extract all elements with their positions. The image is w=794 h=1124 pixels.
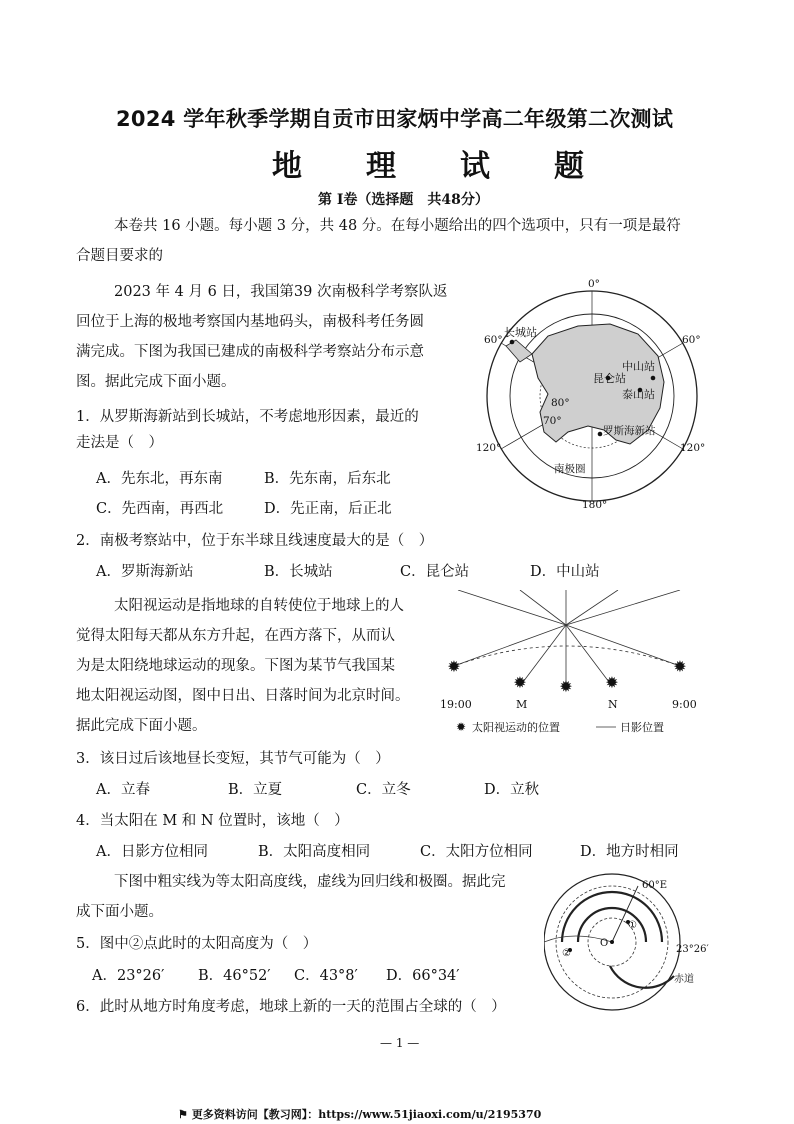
question-1-stem-cont: 走法是（ ） bbox=[76, 435, 163, 451]
lon-120w-label: 120° bbox=[476, 442, 502, 454]
label-tropic: 23°26′ bbox=[676, 944, 709, 955]
passage3-line-2: 成下面小题。 bbox=[76, 904, 163, 920]
instructions-line-2: 合题目要求的 bbox=[76, 248, 163, 264]
question-1-stem: 1．从罗斯海新站到长城站，不考虑地形因素，最近的 bbox=[76, 409, 419, 425]
station-kunlun: 昆仑站 bbox=[593, 372, 626, 385]
svg-text:✹: ✹ bbox=[513, 673, 527, 692]
lon-60e-label: 60° bbox=[682, 334, 701, 346]
sun-point-m: M bbox=[516, 698, 528, 711]
label-point-2: ② bbox=[562, 948, 571, 959]
q4-option-a[interactable]: A．日影方位相同 bbox=[96, 844, 208, 860]
q2-option-b[interactable]: B．长城站 bbox=[264, 564, 333, 580]
passage2-line-2: 觉得太阳每天都从东方升起，在西方落下，从而认 bbox=[76, 628, 395, 644]
lon-60w-label: 60° bbox=[484, 334, 503, 346]
passage3-line-1: 下图中粗实线为等太阳高度线，虚线为回归线和极圈。据此完 bbox=[114, 874, 506, 890]
svg-text:✹: ✹ bbox=[673, 657, 687, 676]
q1-option-d[interactable]: D．先正南，后正北 bbox=[264, 501, 392, 517]
q4-option-c[interactable]: C．太阳方位相同 bbox=[420, 844, 533, 860]
q1-option-a[interactable]: A．先东北，再东南 bbox=[96, 471, 223, 487]
footer-bar bbox=[178, 1106, 541, 1122]
passage2-line-5: 据此完成下面小题。 bbox=[76, 718, 207, 734]
label-60e: 60°E bbox=[642, 880, 668, 891]
label-pole-o: O bbox=[600, 938, 609, 949]
station-changcheng: 长城站 bbox=[504, 326, 537, 339]
instructions-line-1: 本卷共 16 小题。每小题 3 分，共 48 分。在每小题给出的四个选项中，只有一项是最符 bbox=[114, 218, 681, 234]
sun-point-n: N bbox=[608, 698, 618, 711]
legend-shadow-position: 日影位置 bbox=[620, 721, 664, 734]
q4-option-d[interactable]: D．地方时相同 bbox=[580, 844, 679, 860]
antarctic-circle-label: 南极圈 bbox=[554, 463, 586, 475]
passage1-line-2: 回位于上海的极地考察国内基地码头，南极科考任务圆 bbox=[76, 314, 424, 330]
label-point-1: ① bbox=[628, 920, 637, 931]
passage1-line-1: 2023 年 4 月 6 日，我国第39 次南极科学考察队返 bbox=[114, 284, 448, 300]
station-taishan: 泰山站 bbox=[622, 388, 655, 401]
passage2-line-3: 为是太阳绕地球运动的现象。下图为某节气我国某 bbox=[76, 658, 395, 674]
sunrise-time: 9:00 bbox=[672, 698, 697, 711]
footer-link[interactable]: 更多资料访问【教习网】：https://www.51jiaoxi.com/u/2195370 bbox=[191, 1108, 542, 1121]
subject-title: 地理试题 bbox=[272, 149, 648, 184]
q5-option-d[interactable]: D．66°34′ bbox=[386, 968, 460, 984]
svg-text:✹: ✹ bbox=[456, 720, 467, 734]
label-equator: 赤道 bbox=[674, 974, 694, 985]
sun-motion-diagram bbox=[436, 590, 706, 740]
lon-120e-label: 120° bbox=[680, 442, 706, 454]
lon-0-label: 0° bbox=[588, 278, 600, 290]
q1-option-c[interactable]: C．先西南，再西北 bbox=[96, 501, 224, 517]
question-4-stem: 4．当太阳在 M 和 N 位置时，该地（ ） bbox=[76, 813, 349, 829]
q5-option-c[interactable]: C．43°8′ bbox=[294, 968, 358, 984]
flag-icon: ⚑ bbox=[178, 1108, 188, 1121]
passage1-line-3: 满完成。下图为我国已建成的南极科学考察站分布示意 bbox=[76, 344, 424, 360]
q2-option-d[interactable]: D．中山站 bbox=[530, 564, 600, 580]
question-3-stem: 3．该日过后该地昼长变短，其节气可能为（ ） bbox=[76, 751, 390, 767]
svg-text:✹: ✹ bbox=[605, 673, 619, 692]
q3-option-b[interactable]: B．立夏 bbox=[228, 782, 283, 798]
question-5-stem: 5．图中②点此时的太阳高度为（ ） bbox=[76, 936, 318, 952]
svg-text:✹: ✹ bbox=[447, 657, 461, 676]
question-2-stem: 2．南极考察站中，位于东半球且线速度最大的是（ ） bbox=[76, 533, 434, 549]
q3-option-a[interactable]: A．立春 bbox=[96, 782, 150, 798]
legend-sun-position: 太阳视运动的位置 bbox=[472, 721, 560, 734]
station-zhongshan: 中山站 bbox=[622, 360, 655, 373]
svg-text:✹: ✹ bbox=[559, 677, 573, 696]
q4-option-b[interactable]: B．太阳高度相同 bbox=[258, 844, 371, 860]
passage2-line-4: 地太阳视运动图，图中日出、日落时间为北京时间。 bbox=[76, 688, 410, 704]
lat-80-label: 80° bbox=[551, 397, 570, 409]
q5-option-b[interactable]: B．46°52′ bbox=[198, 968, 271, 984]
q3-option-d[interactable]: D．立秋 bbox=[484, 782, 540, 798]
q2-option-a[interactable]: A．罗斯海新站 bbox=[96, 564, 194, 580]
q3-option-c[interactable]: C．立冬 bbox=[356, 782, 411, 798]
lon-180-label: 180° bbox=[582, 499, 608, 511]
sunset-time: 19:00 bbox=[440, 698, 472, 711]
q5-option-a[interactable]: A．23°26′ bbox=[92, 968, 165, 984]
passage2-line-1: 太阳视运动是指地球的自转使位于地球上的人 bbox=[114, 598, 404, 614]
section-heading: 第 Ⅰ卷（选择题 共48分） bbox=[318, 192, 489, 208]
exam-title: 2024 学年秋季学期自贡市田家炳中学高二年级第二次测试 bbox=[116, 107, 674, 131]
question-6-stem: 6．此时从地方时角度考虑，地球上新的一天的范围占全球的（ ） bbox=[76, 999, 506, 1015]
q1-option-b[interactable]: B．先东南，后东北 bbox=[264, 471, 391, 487]
sun-height-diagram bbox=[544, 870, 744, 1020]
passage1-line-4: 图。据此完成下面小题。 bbox=[76, 374, 236, 390]
q2-option-c[interactable]: C．昆仑站 bbox=[400, 564, 470, 580]
station-rosssea: 罗斯海新站 bbox=[603, 425, 656, 437]
lat-70-label: 70° bbox=[543, 415, 562, 427]
page-number: — 1 — bbox=[380, 1036, 420, 1050]
antarctic-station-map bbox=[470, 274, 720, 514]
